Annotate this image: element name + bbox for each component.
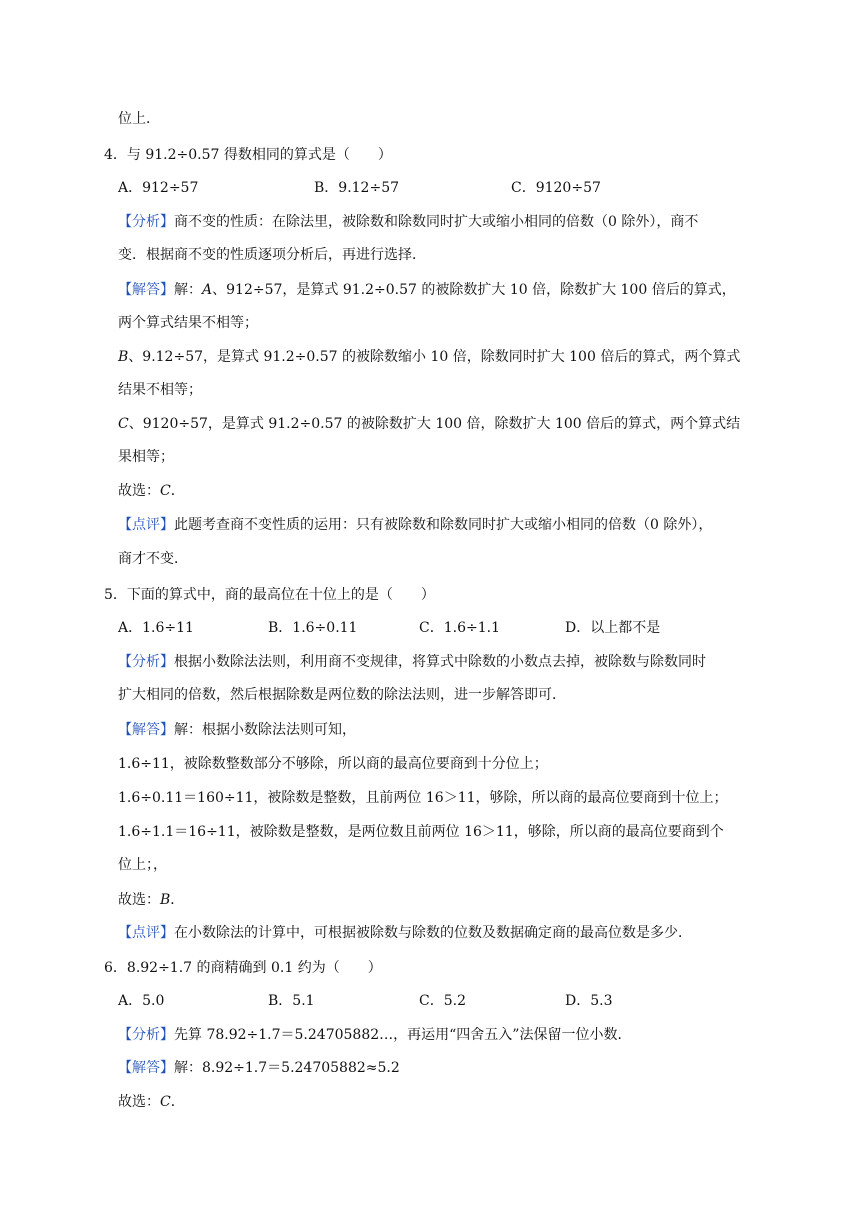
q5-solution-line-3: 1.6÷0.11＝160÷11，被除数是整数，且前两位 16＞11，够除，所以商的最高位要商到十位上； [118, 790, 728, 806]
q4-solution-line-3: B、9.12÷57，是算式 91.2÷0.57 的被除数缩小 10 倍，除数同时扩大 100 倍后的算式，两个算式 [118, 349, 741, 365]
q4-solution-line-5: C、9120÷57，是算式 91.2÷0.57 的被除数扩大 100 倍，除数扩大 100 倍后的算式，两个算式结 [118, 416, 741, 432]
comment-tag: 【点评】 [118, 925, 174, 941]
q6-analysis: 【分析】先算 78.92÷1.7＝5.24705882…，再运用“四舍五入”法保留一位小数． [118, 1027, 632, 1043]
q4-answer: 故选：C． [118, 483, 185, 499]
q4-solution-line-4: 结果不相等； [118, 382, 202, 398]
question-6-stem: 6．8.92÷1.7 的商精确到 0.1 约为（ ） [104, 960, 382, 976]
analysis-tag: 【分析】 [118, 654, 174, 670]
q4-option-b: B．9.12÷57 [314, 180, 400, 196]
q6-option-d: D．5.3 [565, 993, 613, 1009]
q5-comment: 【点评】在小数除法的计算中，可根据被除数与除数的位数及数据确定商的最高位数是多少． [118, 925, 692, 941]
q6-solution: 【解答】解：8.92÷1.7＝5.24705882≈5.2 [118, 1060, 400, 1076]
q6-option-b: B．5.1 [268, 993, 315, 1009]
q5-analysis-line-1: 【分析】根据小数除法法则，利用商不变规律，将算式中除数的小数点去掉，被除数与除数同时 [118, 654, 706, 670]
q4-comment-line-1: 【点评】此题考查商不变性质的运用：只有被除数和除数同时扩大或缩小相同的倍数（0 除外）， [118, 517, 713, 533]
analysis-tag: 【分析】 [118, 214, 174, 230]
q6-answer: 故选：C． [118, 1094, 185, 1110]
q5-solution-line-4: 1.6÷1.1＝16÷11，被除数是整数，是两位数且前两位 16＞11，够除，所以商的最高位要商到个 [118, 824, 724, 840]
q5-option-d: D．以上都不是 [565, 620, 661, 636]
q5-solution-line-2: 1.6÷11，被除数整数部分不够除，所以商的最高位要商到十分位上； [118, 756, 548, 772]
analysis-tag: 【分析】 [118, 1027, 174, 1043]
q4-analysis-line-1: 【分析】商不变的性质：在除法里，被除数和除数同时扩大或缩小相同的倍数（0 除外），商不 [118, 214, 699, 230]
q4-solution-line-6: 果相等； [118, 449, 174, 465]
q5-solution-line-5: 位上；， [118, 857, 167, 873]
q4-solution-line-1: 【解答】解：A、912÷57，是算式 91.2÷0.57 的被除数扩大 10 倍，除数扩大 100 倍后的算式， [118, 282, 736, 298]
continued-text: 位上． [118, 111, 160, 127]
q6-option-c: C．5.2 [419, 993, 466, 1009]
q5-answer: 故选：B． [118, 892, 185, 908]
solution-tag: 【解答】 [118, 1060, 174, 1076]
solution-tag: 【解答】 [118, 282, 174, 298]
q5-analysis-line-2: 扩大相同的倍数，然后根据除数是两位数的除法法则，进一步解答即可． [118, 687, 566, 703]
q4-option-c: C．9120÷57 [511, 180, 601, 196]
solution-tag: 【解答】 [118, 722, 174, 738]
question-5-stem: 5．下面的算式中，商的最高位在十位上的是（ ） [104, 587, 435, 603]
q4-comment-line-2: 商才不变． [118, 551, 188, 567]
comment-tag: 【点评】 [118, 517, 174, 533]
q4-option-a: A．912÷57 [118, 180, 199, 196]
q4-analysis-line-2: 变．根据商不变的性质逐项分析后，再进行选择． [118, 247, 426, 263]
q6-option-a: A．5.0 [118, 993, 165, 1009]
q5-option-b: B．1.6÷0.11 [268, 620, 358, 636]
q5-option-c: C．1.6÷1.1 [419, 620, 500, 636]
question-4-stem: 4．与 91.2÷0.57 得数相同的算式是（ ） [104, 147, 392, 163]
q5-solution-line-1: 【解答】解：根据小数除法法则可知， [118, 722, 356, 738]
q4-solution-line-2: 两个算式结果不相等； [118, 315, 258, 331]
q5-option-a: A．1.6÷11 [118, 620, 194, 636]
